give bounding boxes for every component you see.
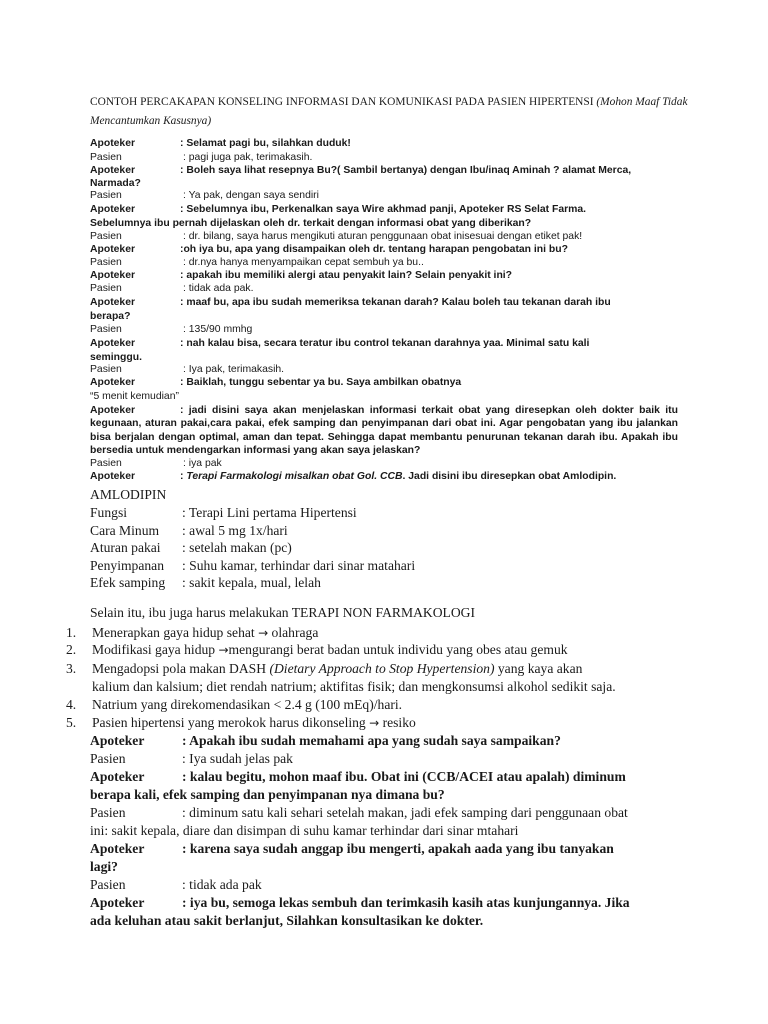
dialogue-line: Pasien : dr. bilang, saya harus mengikuti aturan penggunaan obat inisesuai dengan etiket pak! bbox=[90, 231, 583, 242]
dialogue-line: Apoteker : maaf bu, apa ibu sudah memeriksa tekanan darah? Kalau boleh tau tekanan darah ibu berapa? bbox=[90, 297, 611, 322]
document-title bbox=[90, 93, 690, 131]
title-main: CONTOH PERCAKAPAN KONSELING INFORMASI DAN KOMUNIKASI PADA PASIEN HIPERTENSI bbox=[90, 96, 594, 108]
dialogue-line: Apoteker : kalau begitu, mohon maaf ibu. Obat ini (CCB/ACEI atau apalah) diminum berapa kali, efek samping dan penyimpanan nya dimana bu? bbox=[90, 769, 626, 802]
title-note: (Mohon Maaf Tidak Mencantumkan Kasusnya) bbox=[90, 96, 688, 127]
drug-info-row: Fungsi : Terapi Lini pertama Hipertensi bbox=[90, 505, 357, 520]
nonpharm-intro: Selain itu, ibu juga harus melakukan TERAPI NON FARMAKOLOGI bbox=[90, 605, 475, 620]
drug-info-row: Cara Minum : awal 5 mg 1x/hari bbox=[90, 523, 288, 538]
dialogue-line: Apoteker : Boleh saya lihat resepnya Bu?( Sambil bertanya) dengan Ibu/inaq Aminah ? alamat Merca, Narmada? bbox=[90, 165, 632, 189]
drug-name: AMLODIPIN bbox=[90, 487, 167, 502]
dialogue-line: Pasien : dr.nya hanya menyampaikan cepat sembuh ya bu.. bbox=[90, 257, 424, 268]
dialogue-line: Apoteker :oh iya bu, apa yang disampaikan oleh dr. tentang harapan pengobatan ini bu? bbox=[90, 244, 568, 255]
arrow-right-icon: → bbox=[369, 716, 380, 730]
dialogue-line: Pasien : Iya pak, terimakasih. bbox=[90, 364, 285, 375]
dialogue-line: Pasien : tidak ada pak. bbox=[90, 283, 254, 294]
dialogue-line: Apoteker : nah kalau bisa, secara teratur ibu control tekanan darahnya yaa. Minimal satu kali seminggu. bbox=[90, 338, 590, 363]
drug-info-row: Penyimpanan : Suhu kamar, terhindar dari sinar matahari bbox=[90, 558, 416, 573]
list-item: 2. Modifikasi gaya hidup →mengurangi berat badan untuk individu yang obes atau gemuk bbox=[66, 642, 568, 657]
list-item: 5. Pasien hipertensi yang merokok harus dikonseling → resiko bbox=[66, 715, 416, 730]
dialogue-line: Apoteker : Baiklah, tunggu sebentar ya bu. Saya ambilkan obatnya bbox=[90, 377, 462, 388]
dialogue-line: Pasien : diminum satu kali sehari setelah makan, jadi efek samping dari penggunaan obat ini: sakit kepala, diare dan disimpan di suhu kamar terhindar dari sinar mtahari bbox=[90, 805, 628, 838]
dialogue-line: Apoteker : Selamat pagi bu, silahkan duduk! bbox=[90, 138, 351, 149]
explanation-paragraph: Apoteker : jadi disini saya akan menjelaskan informasi terkait obat yang diresepkan oleh dokter baik itu kegunaan, aturan pakai,cara pakai, efek samping dan penyimpanan dari obat ini. Agar pengobatan yang ibu jalankan bisa berjalan dengan optimal, aman dan tepat. Sehingga dapat membantu penurunan tekanan darah ibu. Apakah ibu bersedia untuk mendengarkan informasi yang akan saya jelaskan? bbox=[90, 405, 678, 456]
drug-info-row: Efek samping : sakit kepala, mual, lelah bbox=[90, 575, 321, 590]
dialogue-line: Pasien : iya pak bbox=[90, 458, 222, 469]
list-item: 3. Mengadopsi pola makan DASH (Dietary Approach to Stop Hypertension) yang kaya akan kalium dan kalsium; diet rendah natrium; aktifitas fisik; dan mengkonsumsi alkohol sedikit saja. bbox=[66, 661, 616, 694]
dialogue-line: Pasien : 135/90 mmhg bbox=[90, 324, 253, 335]
dialogue-line: Pasien : Iya sudah jelas pak bbox=[90, 751, 293, 766]
interlude-note: “5 menit kemudian” bbox=[90, 391, 179, 402]
arrow-right-icon: → bbox=[218, 643, 229, 657]
dialogue-line: Apoteker : karena saya sudah anggap ibu mengerti, apakah aada yang ibu tanyakan lagi? bbox=[90, 841, 614, 874]
dialogue-line: Pasien : pagi juga pak, terimakasih. bbox=[90, 152, 313, 163]
dialogue-line: Pasien : Ya pak, dengan saya sendiri bbox=[90, 190, 319, 201]
arrow-right-icon: → bbox=[258, 626, 269, 640]
drug-info-row: Aturan pakai : setelah makan (pc) bbox=[90, 540, 292, 555]
list-item: 4. Natrium yang direkomendasikan < 2.4 g (100 mEq)/hari. bbox=[66, 697, 403, 712]
dialogue-line: Pasien : tidak ada pak bbox=[90, 877, 262, 892]
dialogue-line: Apoteker : Apakah ibu sudah memahami apa yang sudah saya sampaikan? bbox=[90, 733, 561, 748]
dialogue-line: Apoteker : iya bu, semoga lekas sembuh dan terimkasih kasih atas kunjungannya. Jika ada keluhan atau sakit berlanjut, Silahkan konsultasikan ke dokter. bbox=[90, 895, 630, 928]
dialogue-line: Apoteker : Sebelumnya ibu, Perkenalkan saya Wire akhmad panji, Apoteker RS Selat Farma. Sebelumnya ibu pernah dijelaskan oleh dr. terkait dengan informasi obat yang diberikan? bbox=[90, 204, 587, 229]
dialogue-line: Apoteker : apakah ibu memiliki alergi atau penyakit lain? Selain penyakit ini? bbox=[90, 270, 513, 281]
dialogue-line: Apoteker : Terapi Farmakologi misalkan obat Gol. CCB. Jadi disini ibu diresepkan obat Amlodipin. bbox=[90, 471, 617, 482]
list-item: 1. Menerapkan gaya hidup sehat → olahraga bbox=[66, 625, 319, 640]
